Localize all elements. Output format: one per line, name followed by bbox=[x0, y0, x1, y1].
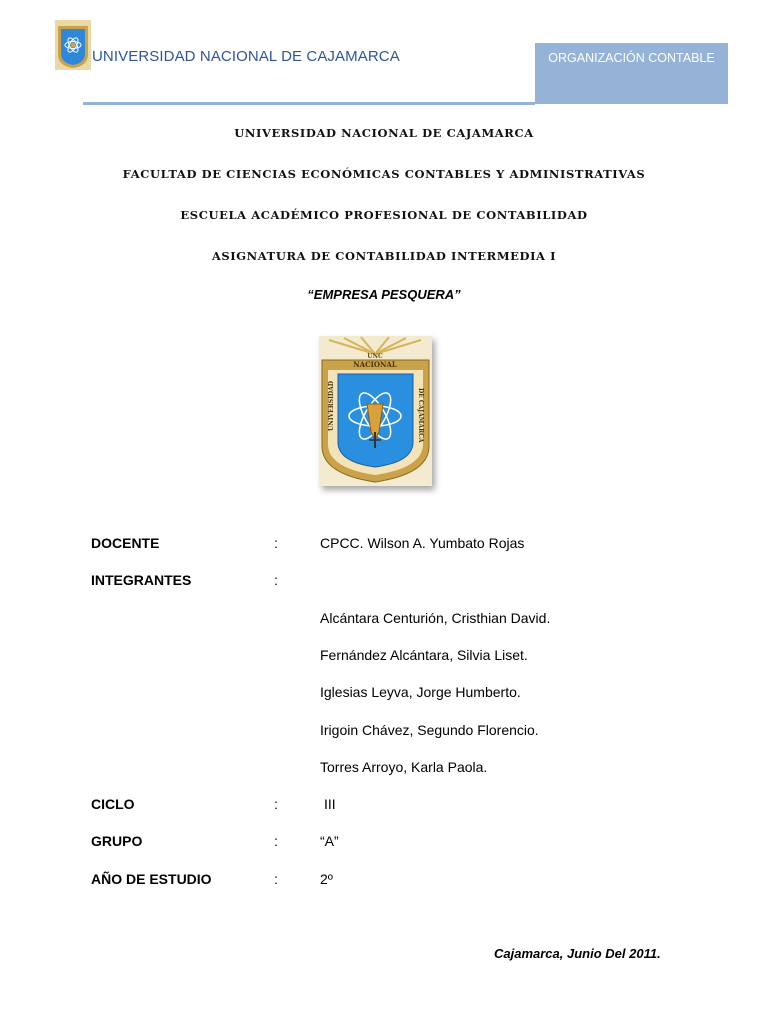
grupo-value: “A” bbox=[320, 833, 339, 849]
emblem-left-text: UNIVERSIDAD bbox=[328, 381, 335, 431]
member-item: Fernández Alcántara, Silvia Liset. bbox=[320, 647, 528, 663]
docente-value: CPCC. Wilson A. Yumbato Rojas bbox=[320, 535, 525, 551]
header-divider bbox=[83, 102, 535, 105]
member-item: Irigoin Chávez, Segundo Florencio. bbox=[320, 722, 539, 738]
integrantes-label: INTEGRANTES bbox=[91, 572, 192, 588]
ciclo-value: III bbox=[324, 796, 336, 812]
header-university-title: UNIVERSIDAD NACIONAL DE CAJAMARCA bbox=[92, 48, 400, 65]
heading-faculty: FACULTAD DE CIENCIAS ECONÓMICAS CONTABLES Y ADMINISTRATIVAS bbox=[122, 167, 646, 181]
member-item: Torres Arroyo, Karla Paola. bbox=[320, 759, 488, 775]
anio-colon: : bbox=[274, 871, 278, 887]
anio-value: 2º bbox=[320, 871, 333, 887]
document-title: “EMPRESA PESQUERA” bbox=[307, 287, 461, 302]
emblem-right-text: DE CAJAMARCA bbox=[417, 388, 424, 443]
anio-label: AÑO DE ESTUDIO bbox=[91, 871, 212, 887]
header-course-tag: ORGANIZACIÓN CONTABLE bbox=[535, 43, 728, 104]
emblem-top-text: NACIONAL bbox=[353, 360, 397, 369]
ciclo-label: CICLO bbox=[91, 796, 135, 812]
emblem-monogram: UNC bbox=[367, 353, 383, 360]
member-item: Alcántara Centurión, Cristhian David. bbox=[320, 610, 551, 626]
heading-school: ESCUELA ACADÉMICO PROFESIONAL DE CONTABILIDAD bbox=[180, 208, 588, 222]
docente-label: DOCENTE bbox=[91, 535, 160, 551]
footer-date: Cajamarca, Junio Del 2011. bbox=[494, 946, 661, 961]
university-seal-icon bbox=[55, 20, 91, 70]
heading-university: UNIVERSIDAD NACIONAL DE CAJAMARCA bbox=[234, 126, 534, 140]
grupo-colon: : bbox=[274, 833, 278, 849]
university-emblem bbox=[319, 336, 432, 486]
member-item: Iglesias Leyva, Jorge Humberto. bbox=[320, 684, 521, 700]
university-seal-atom-icon bbox=[319, 336, 432, 486]
heading-subject: ASIGNATURA DE CONTABILIDAD INTERMEDIA I bbox=[211, 249, 557, 263]
integrantes-colon: : bbox=[274, 572, 278, 588]
grupo-label: GRUPO bbox=[91, 833, 143, 849]
ciclo-colon: : bbox=[274, 796, 278, 812]
docente-colon: : bbox=[274, 535, 278, 551]
page-header bbox=[0, 0, 768, 110]
